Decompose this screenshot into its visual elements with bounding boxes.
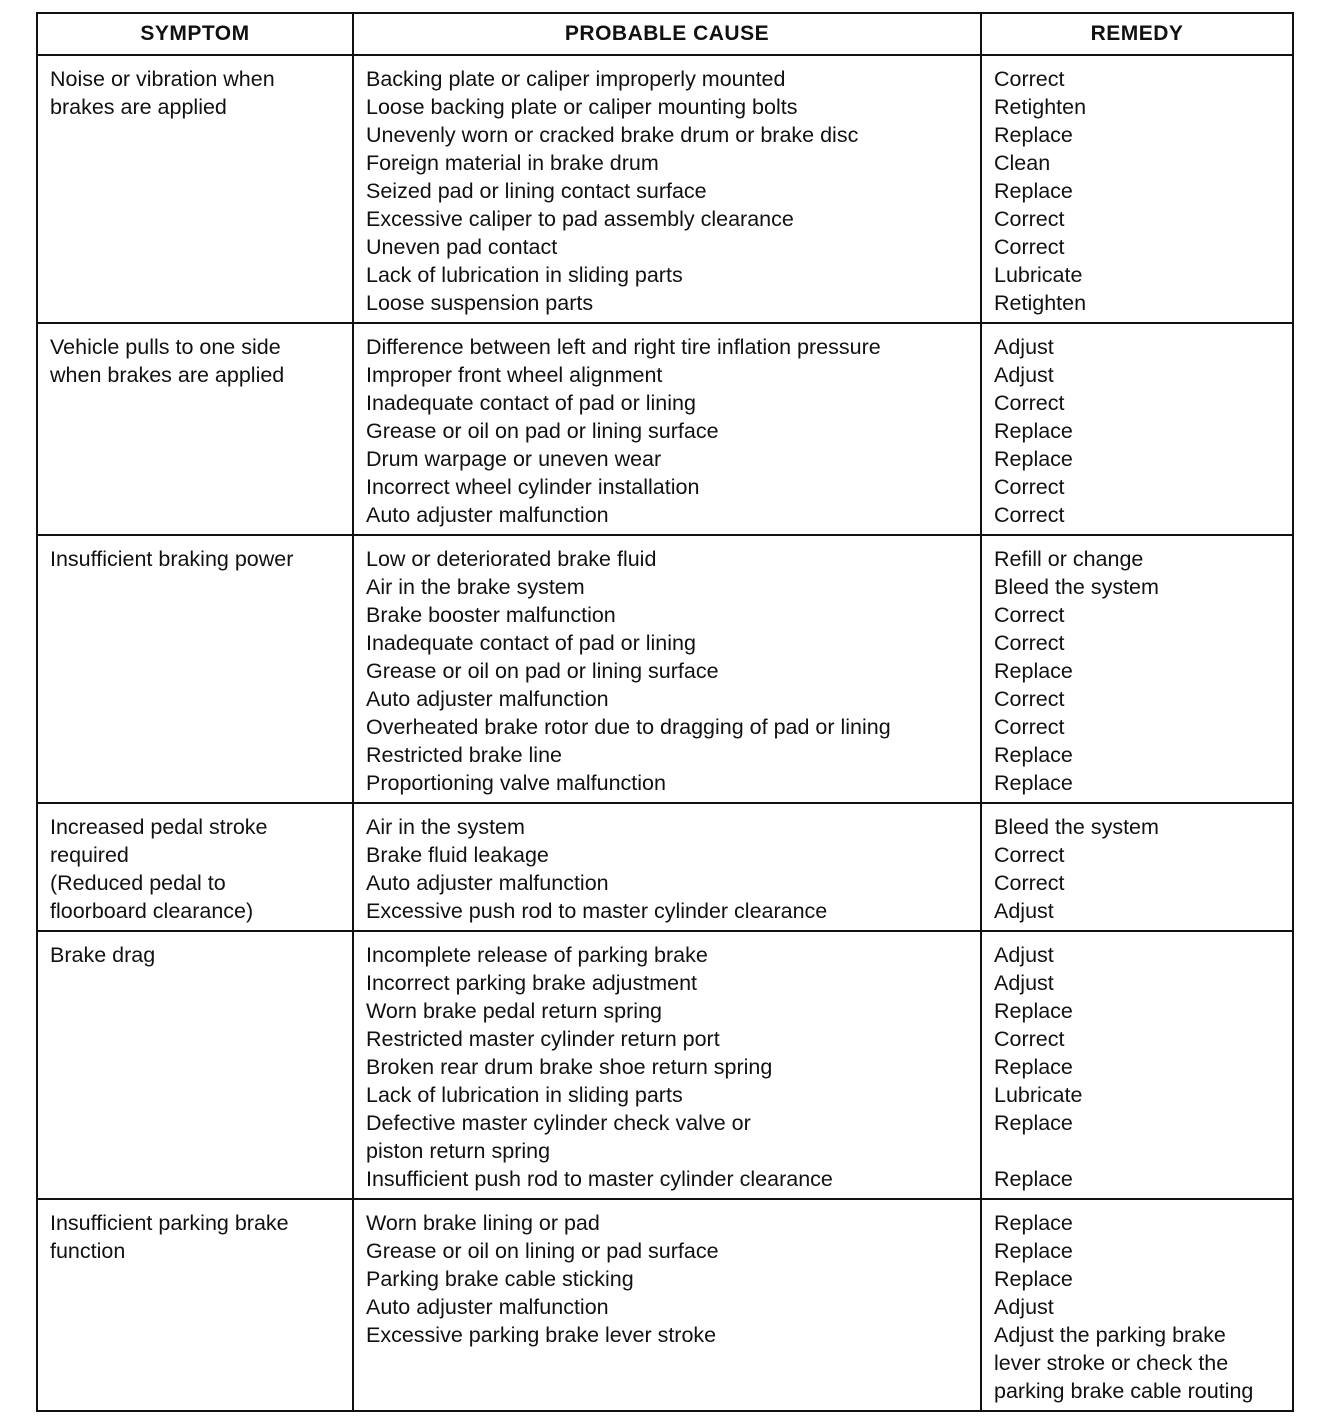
probable-cause-line: Worn brake lining or pad [366,1211,600,1235]
remedy-line: Adjust [994,971,1054,995]
remedy-line: Lubricate [994,263,1083,287]
probable-cause-line: Insufficient push rod to master cylinder clearance [366,1167,833,1191]
probable-cause-line: Drum warpage or uneven wear [366,447,662,471]
probable-cause-header: PROBABLE CAUSE [353,13,981,55]
remedy-line: Correct [994,871,1065,895]
symptom-line: Vehicle pulls to one side [50,335,281,359]
probable-cause-line: Lack of lubrication in sliding parts [366,263,683,287]
remedy-line: parking brake cable routing [994,1379,1254,1403]
remedy-line: Replace [994,771,1073,795]
remedy-line: Correct [994,1027,1065,1051]
header-row [37,13,1293,55]
remedy-line: Replace [994,1267,1073,1291]
probable-cause-line: Parking brake cable sticking [366,1267,634,1291]
probable-cause-line: Worn brake pedal return spring [366,999,662,1023]
symptom-cell [37,1199,353,1411]
symptom-line: brakes are applied [50,95,227,119]
probable-cause-line: piston return spring [366,1139,551,1163]
remedy-line: Replace [994,999,1073,1023]
probable-cause-line: Brake booster malfunction [366,603,616,627]
brake-troubleshooting-table [36,12,1294,1412]
probable-cause-line: Auto adjuster malfunction [366,687,609,711]
table-row [37,323,1293,535]
remedy-line: Correct [994,67,1065,91]
table-row [37,1199,1293,1411]
troubleshooting-sheet [36,12,1292,1412]
probable-cause-cell [353,803,981,931]
symptom-line: Brake drag [50,943,156,967]
symptom-line: function [50,1239,126,1263]
remedy-header: REMEDY [981,13,1293,55]
probable-cause-line: Loose suspension parts [366,291,594,315]
table-row [37,535,1293,803]
remedy-line: Replace [994,1055,1073,1079]
probable-cause-line: Low or deteriorated brake fluid [366,547,657,571]
remedy-line: Correct [994,503,1065,527]
probable-cause-line: Inadequate contact of pad or lining [366,391,696,415]
probable-cause-line: Broken rear drum brake shoe return spring [366,1055,773,1079]
remedy-line: Replace [994,447,1073,471]
remedy-line: Refill or change [994,547,1144,571]
probable-cause-line: Unevenly worn or cracked brake drum or brake disc [366,123,859,147]
remedy-line: Adjust [994,899,1054,923]
remedy-line: Correct [994,715,1065,739]
probable-cause-cell [353,1199,981,1411]
probable-cause-line: Proportioning valve malfunction [366,771,666,795]
probable-cause-line: Air in the system [366,815,525,839]
remedy-line: Clean [994,151,1051,175]
symptom-line: Insufficient parking brake [50,1211,289,1235]
symptom-cell [37,535,353,803]
probable-cause-line: Lack of lubrication in sliding parts [366,1083,683,1107]
probable-cause-line: Uneven pad contact [366,235,558,259]
probable-cause-line: Incomplete release of parking brake [366,943,708,967]
probable-cause-cell [353,323,981,535]
probable-cause-line: Backing plate or caliper improperly mounted [366,67,786,91]
table-row [37,55,1293,323]
probable-cause-line: Auto adjuster malfunction [366,1295,609,1319]
remedy-line: lever stroke or check the [994,1351,1229,1375]
probable-cause-line: Restricted brake line [366,743,562,767]
probable-cause-line: Auto adjuster malfunction [366,871,609,895]
remedy-line: Replace [994,1167,1073,1191]
remedy-cell [981,1199,1293,1411]
remedy-line: Replace [994,1211,1073,1235]
symptom-header: SYMPTOM [37,13,353,55]
probable-cause-line: Grease or oil on pad or lining surface [366,659,719,683]
remedy-line: Bleed the system [994,815,1159,839]
symptom-line: (Reduced pedal to [50,871,226,895]
probable-cause-line: Loose backing plate or caliper mounting bolts [366,95,798,119]
remedy-line: Adjust [994,363,1054,387]
remedy-line: Replace [994,1239,1073,1263]
probable-cause-line: Brake fluid leakage [366,843,549,867]
probable-cause-line: Seized pad or lining contact surface [366,179,707,203]
remedy-line: Replace [994,123,1073,147]
probable-cause-line: Overheated brake rotor due to dragging of pad or lining [366,715,891,739]
probable-cause-line: Grease or oil on lining or pad surface [366,1239,719,1263]
symptom-line: when brakes are applied [50,363,285,387]
probable-cause-line: Excessive caliper to pad assembly clearance [366,207,794,231]
symptom-line: floorboard clearance) [50,899,254,923]
remedy-line: Replace [994,179,1073,203]
remedy-line: Retighten [994,95,1087,119]
remedy-line: Replace [994,1111,1073,1135]
table-row [37,931,1293,1199]
probable-cause-line: Grease or oil on pad or lining surface [366,419,719,443]
remedy-line: Correct [994,475,1065,499]
remedy-line: Bleed the system [994,575,1159,599]
symptom-line: Noise or vibration when [50,67,275,91]
symptom-cell [37,803,353,931]
table-body [37,55,1293,1411]
remedy-line: Replace [994,419,1073,443]
remedy-line: Replace [994,743,1073,767]
symptom-cell [37,931,353,1199]
probable-cause-line: Restricted master cylinder return port [366,1027,720,1051]
remedy-line: Correct [994,235,1065,259]
symptom-line: Increased pedal stroke [50,815,268,839]
remedy-line: Correct [994,207,1065,231]
probable-cause-line: Incorrect parking brake adjustment [366,971,698,995]
probable-cause-line: Auto adjuster malfunction [366,503,609,527]
remedy-line: Correct [994,391,1065,415]
probable-cause-line: Excessive push rod to master cylinder clearance [366,899,828,923]
symptom-line: required [50,843,129,867]
remedy-line: Adjust [994,1295,1054,1319]
remedy-line: Replace [994,659,1073,683]
remedy-cell [981,535,1293,803]
remedy-line: Correct [994,603,1065,627]
remedy-line: Lubricate [994,1083,1083,1107]
probable-cause-line: Improper front wheel alignment [366,363,663,387]
remedy-line: Adjust the parking brake [994,1323,1226,1347]
remedy-line [994,1137,1282,1165]
probable-cause-line: Difference between left and right tire inflation pressure [366,335,881,359]
remedy-cell [981,55,1293,323]
remedy-line: Adjust [994,943,1054,967]
probable-cause-line: Foreign material in brake drum [366,151,659,175]
probable-cause-line: Inadequate contact of pad or lining [366,631,696,655]
probable-cause-line: Air in the brake system [366,575,585,599]
symptom-cell [37,55,353,323]
remedy-cell [981,323,1293,535]
remedy-line: Correct [994,631,1065,655]
remedy-line: Correct [994,687,1065,711]
remedy-cell [981,931,1293,1199]
probable-cause-cell [353,55,981,323]
remedy-line: Retighten [994,291,1087,315]
probable-cause-line: Defective master cylinder check valve or [366,1111,751,1135]
table-row [37,803,1293,931]
probable-cause-line: Incorrect wheel cylinder installation [366,475,700,499]
symptom-line: Insufficient braking power [50,547,294,571]
probable-cause-line: Excessive parking brake lever stroke [366,1323,717,1347]
remedy-line: Correct [994,843,1065,867]
probable-cause-cell [353,535,981,803]
probable-cause-cell [353,931,981,1199]
remedy-line: Adjust [994,335,1054,359]
remedy-cell [981,803,1293,931]
symptom-cell [37,323,353,535]
